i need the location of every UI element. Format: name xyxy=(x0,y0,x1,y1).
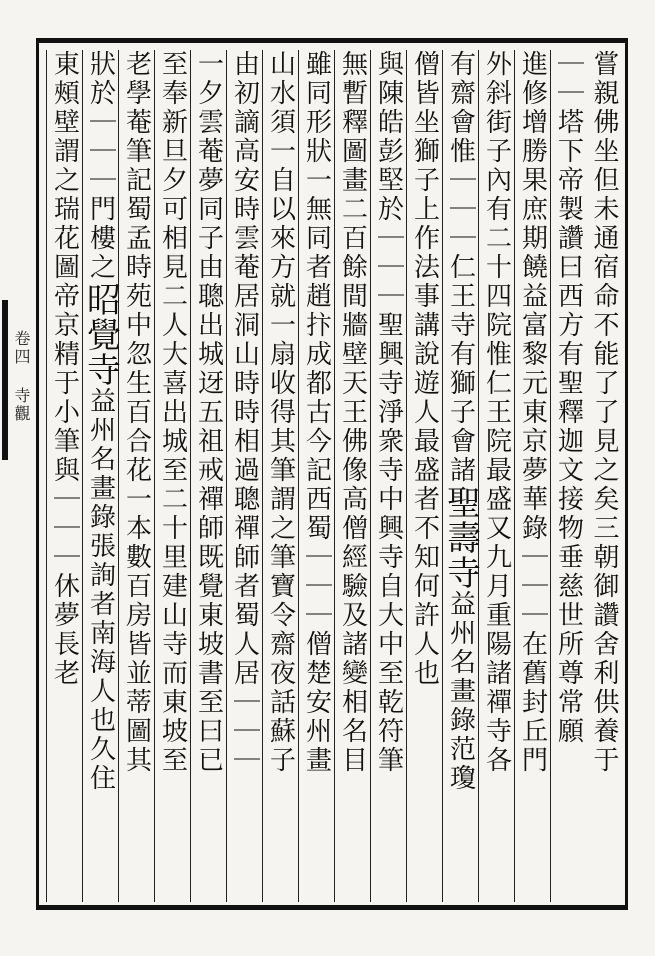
text-column xyxy=(46,50,82,902)
column-text: 雖同形狀一無同者趙抃成都古今記西蜀｜｜｜僧楚安州畫 xyxy=(301,50,332,775)
column-text: 東頰壁謂之瑞花圖 xyxy=(49,50,80,282)
column-text: 與陳皓彭堅於｜｜｜聖興寺淨衆寺中興寺自大中至乾符筆 xyxy=(373,50,404,775)
column-text: 益州名畫錄張詢者南海人也久住 xyxy=(85,387,116,793)
text-column xyxy=(334,50,370,902)
margin-label: 卷四 寺觀 xyxy=(12,330,31,423)
text-column xyxy=(262,50,298,902)
column-text: ｜｜塔下帝製讚曰西方有聖釋迦文接物垂慈世所尊常願 xyxy=(553,50,584,746)
column-text: 外斜街子內有二十四院惟仁王院最盛又九月重陽諸禪寺各 xyxy=(481,50,512,775)
text-column xyxy=(440,50,481,902)
column-text: 益州名畫錄范瓊 xyxy=(445,590,476,793)
text-column xyxy=(406,50,442,902)
text-column xyxy=(80,50,121,902)
column-text: 進修增勝果庶期饒益富黎元東京夢華錄｜｜｜在舊封丘門 xyxy=(517,50,548,775)
text-column xyxy=(370,50,406,902)
text-column xyxy=(154,50,190,902)
text-column xyxy=(118,50,154,902)
text-column xyxy=(190,50,226,902)
column-text: 狀於｜｜｜門樓之 xyxy=(85,50,116,282)
text-column xyxy=(550,50,586,902)
temple-heading: 昭覺寺 xyxy=(80,282,121,387)
text-column xyxy=(514,50,550,902)
text-column xyxy=(298,50,334,902)
column-text: 一夕雲菴夢同子由聰出城迓五祖戒禪師既覺東坡書至曰已 xyxy=(193,50,224,775)
column-text: 老學菴筆記蜀孟時苑中忽生百合花一本數百房皆並蒂圖其 xyxy=(121,50,152,775)
column-text: 無暫釋圖畫二百餘間牆壁天王佛像高僧經驗及諸變相名目 xyxy=(337,50,368,775)
column-text: 嘗親佛坐但未通宿命不能了了見之矣三朝御讚舍利供養于 xyxy=(589,50,619,775)
text-column xyxy=(586,50,622,902)
column-text: 僧皆坐獅子上作法事講說遊人最盛 xyxy=(409,50,440,485)
column-text: 者不知何許人也 xyxy=(409,485,440,688)
column-text: 由初謫高安時雲菴居洞山時時相過聰禪師者蜀人居｜｜｜ xyxy=(229,50,260,775)
column-text: 有齋會惟｜｜｜仁王寺有獅子會諸 xyxy=(445,50,476,485)
text-column xyxy=(226,50,262,902)
column-text: 帝京精于小筆與｜｜｜休夢長老 xyxy=(49,282,80,688)
column-text: 至奉新旦夕可相見二人大喜出城至二十里建山寺而東坡至 xyxy=(157,50,188,775)
text-column xyxy=(478,50,514,902)
column-text: 山水須一自以來方就一扇收得其筆謂之筆寶令齋夜話蘇子 xyxy=(265,50,296,775)
temple-heading: 聖壽寺 xyxy=(440,485,481,590)
frame-left-border xyxy=(36,38,39,910)
